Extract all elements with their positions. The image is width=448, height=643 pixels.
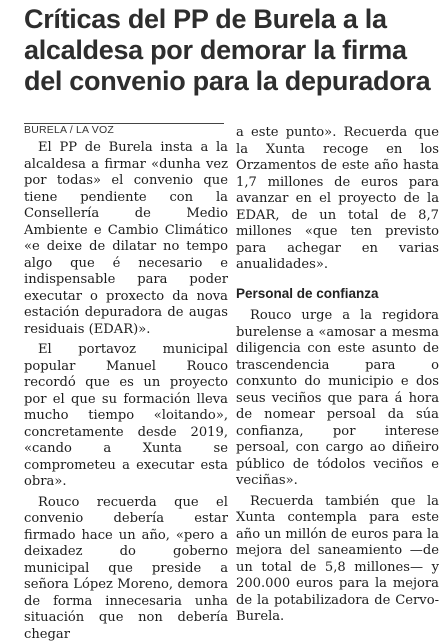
- paragraph: El PP de Burela insta a la alcaldesa a firmar «dunha vez por todas» el convenio que tiene pendiente con la Consellería de Medio Ambiente e Cambio Climático «e deixe de dilatar no tempo algo que é necesario e indispensable para poder executar o proxecto da nova estación depuradora de augas residuais (EDAR)».: [24, 140, 228, 338]
- section-subhead: Personal de confianza: [236, 286, 439, 303]
- paragraph: Rouco urge a la regidora burelense a «amosar a mesma diligencia con este asunto de trascendencia para o conxunto do municipio e dos seus veciños que para á hora de nomear persoal da súa confianza, por interese persoal, con cargo ao diñeiro público de tódolos veciños e veciñas».: [236, 308, 439, 490]
- paragraph: El portavoz municipal popular Manuel Rouco recordó que es un proyecto por el que su formación lleva mucho tiempo «loitando», concretamente desde 2019, «cando a Xunta se comprometeu a executar esta obra».: [24, 342, 228, 491]
- left-column: [24, 140, 228, 643]
- headline: Críticas del PP de Burela a la alcaldesa por demorar la firma del convenio para la depuradora: [24, 4, 436, 97]
- paragraph: Recuerda también que la Xunta contempla para este año un millón de euros para la mejora del saneamiento —de un total de 5,8 millones— y 200.000 euros para la mejora de la potabilizadora de Cervo-Burela.: [236, 494, 439, 626]
- right-column: [236, 125, 439, 626]
- paragraph-continuation: a este punto». Recuerda que la Xunta recoge en los Orzamentos de este año hasta 1,7 millones de euros para avanzar en el proyecto de la EDAR, de un total de 8,7 millones «que ten previsto para achegar en varias anualidades».: [236, 125, 439, 274]
- paragraph: Rouco recuerda que el convenio debería estar firmado hace un año, «pero a deixadez do goberno municipal que preside a señora López Moreno, demora de forma innecesaria unha situación que non debería chegar: [24, 495, 228, 643]
- byline: BURELA / LA VOZ: [24, 124, 114, 136]
